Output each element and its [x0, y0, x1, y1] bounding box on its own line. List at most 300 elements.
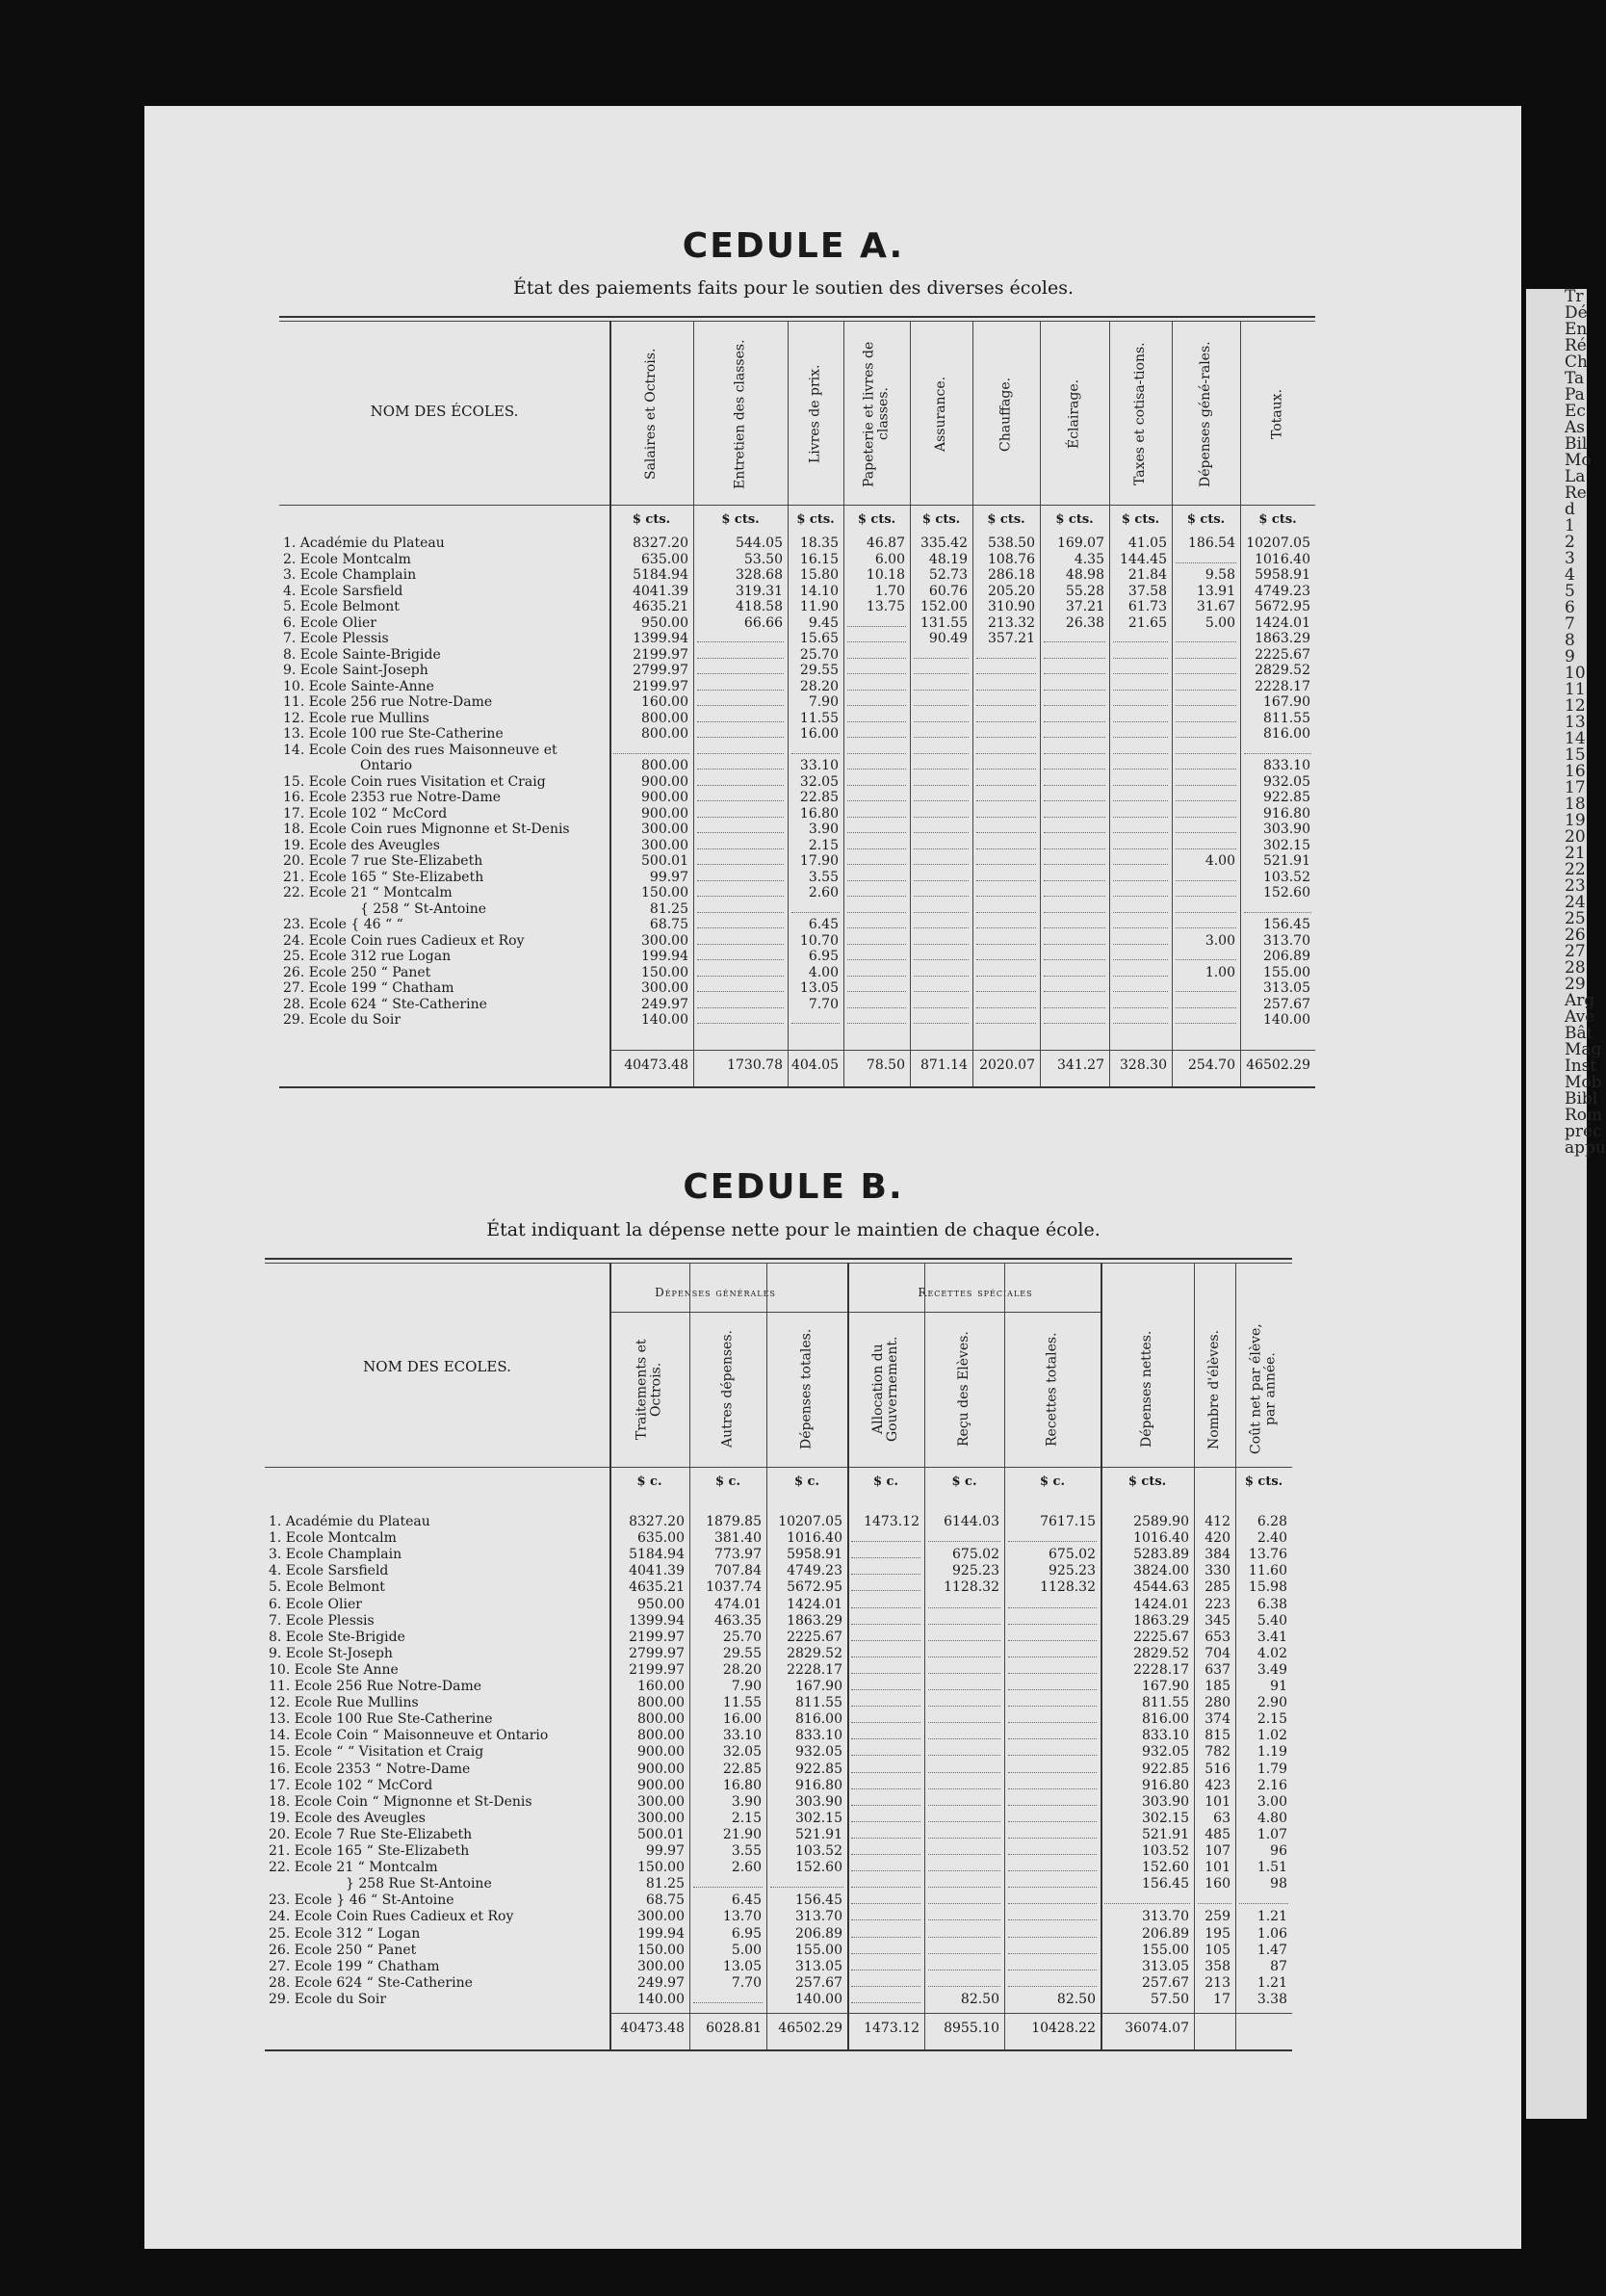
dotted-leader — [976, 917, 1036, 928]
edge-text: Arg — [1565, 991, 1595, 1010]
value-cell: 1424.01 — [1133, 1596, 1189, 1612]
value-cell: 33.10 — [799, 758, 839, 773]
school-name: 17. Ecole 102 “ McCord — [269, 1777, 433, 1793]
value-cell: 3.41 — [1256, 1629, 1287, 1645]
value-cell: 3.55 — [808, 869, 839, 885]
dotted-leader — [1008, 1943, 1097, 1954]
table-row — [0, 679, 1587, 694]
total-rule — [609, 1050, 1315, 1051]
dotted-leader — [1113, 885, 1168, 897]
dotted-leader — [1113, 790, 1168, 801]
dotted-leader — [791, 901, 840, 913]
dotted-leader — [914, 933, 969, 945]
value-cell: 1037.74 — [706, 1579, 762, 1596]
value-cell: 1424.01 — [787, 1596, 842, 1612]
dotted-leader — [1176, 663, 1236, 674]
value-cell: 101 — [1204, 1793, 1230, 1810]
dotted-leader — [791, 743, 840, 754]
value-cell: 18.35 — [799, 535, 839, 551]
value-cell: 29.55 — [722, 1645, 762, 1661]
dotted-leader — [1008, 1530, 1097, 1542]
edge-text: Ec — [1565, 402, 1586, 421]
table-row — [0, 1744, 1587, 1760]
unit-label: $ c. — [714, 1474, 740, 1489]
value-cell: 25.70 — [722, 1629, 762, 1645]
edge-text: Bil — [1565, 434, 1588, 454]
value-cell: 13.70 — [722, 1909, 762, 1925]
value-cell: 675.02 — [952, 1547, 999, 1563]
value-cell: 25.70 — [799, 646, 839, 663]
value-cell: 280 — [1204, 1695, 1230, 1711]
value-cell: 140.00 — [637, 1991, 685, 2007]
value-cell: 10.18 — [866, 567, 905, 583]
value-cell: 68.75 — [645, 1892, 685, 1909]
value-cell: 474.01 — [714, 1596, 762, 1612]
dotted-leader — [1176, 838, 1236, 849]
value-cell: 21.90 — [722, 1826, 762, 1842]
dotted-leader — [1113, 949, 1168, 960]
school-name: 2. Ecole Montcalm — [283, 551, 411, 567]
edge-text: Mo — [1565, 451, 1592, 470]
dotted-leader — [914, 853, 969, 865]
table-top-rule — [279, 316, 1315, 318]
value-cell: 1879.85 — [706, 1514, 762, 1529]
table-top-rule — [265, 1258, 1292, 1260]
dotted-leader — [697, 980, 784, 992]
value-cell: 63 — [1213, 1810, 1230, 1826]
school-name: 25. Ecole 312 rue Logan — [283, 949, 452, 964]
edge-text: 25 — [1565, 909, 1586, 928]
dotted-leader — [928, 1728, 1000, 1739]
value-cell: 32.05 — [722, 1744, 762, 1761]
dotted-leader — [847, 758, 906, 770]
column-header: Traitements et Octrois. — [634, 1339, 664, 1440]
dotted-leader — [976, 758, 1036, 770]
cedule-a-subtitle: État des paiements faits pour le soutien des diverses écoles. — [513, 277, 1074, 299]
dotted-leader — [851, 1926, 920, 1938]
dotted-leader — [851, 1597, 920, 1608]
school-name: 1. Académie du Plateau — [269, 1514, 430, 1529]
value-cell: 916.80 — [1142, 1777, 1189, 1793]
table-row — [0, 980, 1587, 996]
dotted-leader — [1113, 822, 1168, 833]
value-cell: 922.85 — [1142, 1761, 1189, 1777]
dotted-leader — [851, 1662, 920, 1674]
value-cell: 521.91 — [1263, 853, 1310, 869]
dotted-leader — [851, 1794, 920, 1806]
value-cell: 925.23 — [952, 1563, 999, 1579]
dotted-leader — [847, 997, 906, 1008]
school-name: 23. Ecole } 46 “ St-Antoine — [269, 1892, 454, 1909]
value-cell: 800.00 — [637, 1695, 685, 1711]
table-row — [0, 1876, 1587, 1892]
value-cell: 420 — [1204, 1530, 1230, 1547]
dotted-leader — [1044, 933, 1105, 945]
value-cell: 811.55 — [795, 1695, 842, 1711]
dotted-leader — [914, 790, 969, 801]
dotted-leader — [791, 1012, 840, 1024]
dotted-leader — [697, 901, 784, 913]
school-name: 6. Ecole Olier — [283, 614, 376, 631]
unit-label: $ cts. — [721, 512, 760, 527]
dotted-leader — [928, 1909, 1000, 1920]
dotted-leader — [928, 1744, 1000, 1756]
edge-text: 26 — [1565, 926, 1586, 945]
value-cell: 2228.17 — [1255, 678, 1310, 694]
dotted-leader — [1008, 1827, 1097, 1839]
value-cell: 186.54 — [1188, 535, 1235, 551]
value-cell: 17 — [1213, 1991, 1230, 2007]
value-cell: 358 — [1204, 1958, 1230, 1974]
value-cell: 932.05 — [1263, 773, 1310, 790]
unit-label: $ cts. — [1244, 1474, 1283, 1489]
value-cell: 7617.15 — [1040, 1514, 1096, 1529]
dotted-leader — [976, 1012, 1036, 1024]
edge-text: 7 — [1565, 614, 1575, 634]
value-cell: 249.97 — [641, 996, 688, 1012]
value-cell: 5184.94 — [633, 567, 688, 583]
table-row — [0, 614, 1587, 634]
table-row — [0, 743, 1587, 758]
school-name: 15. Ecole “ “ Visitation et Craig — [269, 1744, 484, 1761]
edge-text: 13 — [1565, 713, 1586, 732]
value-cell: 313.70 — [1263, 932, 1310, 949]
column-header: Reçu des Elèves. — [956, 1331, 971, 1448]
value-cell: 313.70 — [1142, 1909, 1189, 1925]
dotted-leader — [1044, 774, 1105, 786]
value-cell: 303.90 — [795, 1793, 842, 1810]
school-name: 22. Ecole 21 “ Montcalm — [283, 885, 453, 900]
value-cell: 11.90 — [799, 599, 839, 614]
dotted-leader — [1176, 806, 1236, 818]
value-cell: 3824.00 — [1133, 1563, 1189, 1579]
value-cell: 816.00 — [1263, 726, 1310, 742]
value-cell: 156.45 — [1263, 917, 1310, 932]
dotted-leader — [697, 806, 784, 818]
table-row — [0, 1909, 1587, 1924]
value-cell: 932.05 — [1142, 1744, 1189, 1761]
total-cell: 46502.29 — [1246, 1057, 1310, 1073]
value-cell: 653 — [1204, 1629, 1230, 1645]
edge-text: Inst — [1565, 1057, 1597, 1076]
value-cell: 4.80 — [1256, 1810, 1287, 1826]
value-cell: 17.90 — [799, 853, 839, 869]
dotted-leader — [1044, 838, 1105, 849]
value-cell: 10.70 — [799, 932, 839, 949]
value-cell: 150.00 — [637, 1860, 685, 1876]
value-cell: 22.85 — [722, 1761, 762, 1777]
dotted-leader — [1113, 631, 1168, 642]
dotted-leader — [851, 1579, 920, 1591]
edge-text: 11 — [1565, 680, 1586, 699]
edge-text: Dé — [1565, 303, 1588, 323]
value-cell: 5.00 — [731, 1942, 762, 1958]
value-cell: 169.07 — [1057, 535, 1104, 551]
value-cell: 4749.23 — [1255, 583, 1310, 599]
dotted-leader — [1008, 1959, 1097, 1970]
value-cell: 103.52 — [795, 1843, 842, 1859]
value-cell: 1.07 — [1256, 1826, 1287, 1842]
table-row — [0, 885, 1587, 900]
dotted-leader — [976, 822, 1036, 833]
table-row — [0, 1563, 1587, 1578]
dotted-leader — [851, 1711, 920, 1723]
value-cell: 330 — [1204, 1563, 1230, 1579]
dotted-leader — [928, 1794, 1000, 1806]
dotted-leader — [1044, 870, 1105, 881]
edge-text: 6 — [1565, 598, 1575, 617]
value-cell: 6.00 — [874, 551, 905, 567]
value-cell: 1.21 — [1256, 1909, 1287, 1925]
value-cell: 37.58 — [1127, 583, 1167, 599]
total-cell: 404.05 — [791, 1057, 839, 1073]
table-row — [0, 1012, 1587, 1028]
value-cell: 2.15 — [731, 1810, 762, 1826]
dotted-leader — [976, 997, 1036, 1008]
table-row — [0, 1843, 1587, 1859]
school-name: 9. Ecole St-Joseph — [269, 1645, 393, 1661]
dotted-leader — [697, 726, 784, 738]
dotted-leader — [976, 663, 1036, 674]
school-name: 1. Ecole Montcalm — [269, 1530, 397, 1547]
value-cell: 41.05 — [1127, 535, 1167, 551]
edge-text: 18 — [1565, 795, 1586, 814]
value-cell: 1128.32 — [1040, 1579, 1096, 1596]
dotted-leader — [851, 1630, 920, 1641]
value-cell: 2225.67 — [787, 1629, 842, 1645]
edge-text: Bibl — [1565, 1089, 1598, 1109]
dotted-leader — [847, 822, 906, 833]
dotted-leader — [928, 1876, 1000, 1888]
dotted-leader — [1244, 743, 1311, 754]
column-header: Nombre d'élèves. — [1206, 1329, 1222, 1449]
edge-text: La — [1565, 467, 1586, 486]
total-cell: 2020.07 — [979, 1057, 1035, 1073]
value-cell: 21.65 — [1127, 614, 1167, 631]
dotted-leader — [1113, 679, 1168, 691]
value-cell: 15.80 — [799, 567, 839, 583]
value-cell: 521.91 — [795, 1826, 842, 1842]
dotted-leader — [928, 1613, 1000, 1625]
value-cell: 1863.29 — [1133, 1612, 1189, 1629]
edge-text: 29 — [1565, 975, 1586, 994]
dotted-leader — [1176, 552, 1236, 563]
dotted-leader — [914, 838, 969, 849]
table-row — [0, 917, 1587, 932]
dotted-leader — [847, 949, 906, 960]
value-cell: 249.97 — [637, 1974, 685, 1991]
dotted-leader — [928, 1695, 1000, 1707]
dotted-leader — [851, 1613, 920, 1625]
value-cell: 811.55 — [1263, 710, 1310, 726]
dotted-leader — [976, 726, 1036, 738]
dotted-leader — [1176, 726, 1236, 738]
edge-text: Re — [1565, 483, 1587, 503]
value-cell: 3.49 — [1256, 1661, 1287, 1678]
dotted-leader — [851, 1679, 920, 1690]
value-cell: 2.90 — [1256, 1695, 1287, 1711]
value-cell: 1.70 — [874, 583, 905, 599]
school-name: 21. Ecole 165 “ Ste-Elizabeth — [269, 1843, 470, 1859]
column-header: Papeterie et livres de classes. — [861, 341, 892, 487]
value-cell: 2199.97 — [633, 678, 688, 694]
value-cell: 1.79 — [1256, 1761, 1287, 1777]
value-cell: 140.00 — [795, 1991, 842, 2007]
value-cell: 916.80 — [795, 1777, 842, 1793]
edge-text: 3 — [1565, 549, 1575, 568]
value-cell: 15.98 — [1248, 1579, 1287, 1596]
value-cell: 185 — [1204, 1679, 1230, 1694]
dotted-leader — [697, 711, 784, 722]
value-cell: 310.90 — [988, 599, 1035, 614]
unit-label: $ cts. — [987, 512, 1025, 527]
value-cell: 1016.40 — [787, 1530, 842, 1547]
table-row — [0, 758, 1587, 773]
value-cell: 2.15 — [1256, 1711, 1287, 1728]
header-bottom-rule — [265, 1467, 1292, 1468]
dotted-leader — [1176, 822, 1236, 833]
dotted-leader — [928, 1926, 1000, 1938]
dotted-leader — [1044, 901, 1105, 913]
dotted-leader — [1044, 806, 1105, 818]
unit-label: $ cts. — [921, 512, 961, 527]
school-name: 10. Ecole Sainte-Anne — [283, 678, 434, 694]
header-bottom-rule — [279, 505, 1315, 506]
value-cell: 7.90 — [731, 1679, 762, 1694]
dotted-leader — [1044, 743, 1105, 754]
value-cell: 61.73 — [1127, 599, 1167, 614]
dotted-leader — [851, 1943, 920, 1954]
edge-text: Ré — [1565, 336, 1587, 355]
value-cell: 2199.97 — [629, 1661, 685, 1678]
edge-text: Mob — [1565, 1073, 1602, 1092]
dotted-leader — [928, 1811, 1000, 1822]
value-cell: 4041.39 — [633, 583, 688, 599]
school-name: 29. Ecole du Soir — [283, 1012, 402, 1028]
value-cell: 167.90 — [1142, 1679, 1189, 1694]
total-rule — [609, 2013, 1292, 2014]
dotted-leader — [1176, 980, 1236, 992]
dotted-leader — [914, 694, 969, 706]
table-bottom-rule — [279, 1086, 1315, 1088]
dotted-leader — [1176, 917, 1236, 928]
dotted-leader — [851, 1892, 920, 1904]
unit-label: $ c. — [872, 1474, 898, 1489]
dotted-leader — [851, 1959, 920, 1970]
edge-text: 23 — [1565, 876, 1586, 896]
dotted-leader — [914, 647, 969, 659]
value-cell: 144.45 — [1120, 551, 1167, 567]
dotted-leader — [1113, 743, 1168, 754]
dotted-leader — [1008, 1613, 1097, 1625]
dotted-leader — [1008, 1630, 1097, 1641]
dotted-leader — [697, 774, 784, 786]
value-cell: 10207.05 — [1246, 535, 1310, 551]
value-cell: 900.00 — [637, 1761, 685, 1777]
value-cell: 108.76 — [988, 551, 1035, 567]
total-cell: 871.14 — [920, 1057, 968, 1073]
dotted-leader — [851, 1728, 920, 1739]
value-cell: 16.15 — [799, 551, 839, 567]
value-cell: 4749.23 — [787, 1563, 842, 1579]
dotted-leader — [1239, 1892, 1288, 1904]
dotted-leader — [1113, 758, 1168, 770]
value-cell: 160.00 — [637, 1679, 685, 1694]
dotted-leader — [914, 711, 969, 722]
value-cell: 32.05 — [799, 773, 839, 790]
dotted-leader — [847, 838, 906, 849]
unit-label: $ c. — [636, 1474, 662, 1489]
value-cell: 16.80 — [722, 1777, 762, 1793]
dotted-leader — [976, 790, 1036, 801]
dotted-leader — [928, 1975, 1000, 1987]
value-cell: 259 — [1204, 1909, 1230, 1925]
value-cell: 833.10 — [1263, 758, 1310, 773]
value-cell: 1.06 — [1256, 1925, 1287, 1942]
dotted-leader — [697, 822, 784, 833]
edge-text: Pa — [1565, 385, 1585, 404]
dotted-leader — [1008, 1662, 1097, 1674]
dotted-leader — [1044, 965, 1105, 977]
dotted-leader — [851, 1530, 920, 1542]
dotted-leader — [1113, 901, 1168, 913]
school-name: 12. Ecole Rue Mullins — [269, 1695, 419, 1711]
table-row — [0, 646, 1587, 666]
dotted-leader — [1008, 1711, 1097, 1723]
dotted-leader — [928, 1892, 1000, 1904]
value-cell: 800.00 — [641, 710, 688, 726]
value-cell: 13.05 — [799, 980, 839, 996]
dotted-leader — [1044, 679, 1105, 691]
value-cell: 500.01 — [641, 853, 688, 869]
dotted-leader — [1113, 694, 1168, 706]
table-row — [0, 584, 1587, 599]
value-cell: 816.00 — [1142, 1711, 1189, 1728]
table-row — [0, 838, 1587, 853]
dotted-leader — [693, 1876, 763, 1888]
school-name: 11. Ecole 256 Rue Notre-Dame — [269, 1679, 482, 1694]
dotted-leader — [1176, 694, 1236, 706]
dotted-leader — [928, 1630, 1000, 1641]
table-row — [0, 726, 1587, 742]
edge-text: 21 — [1565, 844, 1586, 863]
dotted-leader — [1008, 1876, 1097, 1888]
edge-text: d — [1565, 500, 1575, 519]
column-header: Allocation du Gouvernement. — [870, 1336, 900, 1443]
value-cell: 463.35 — [714, 1612, 762, 1629]
dotted-leader — [693, 1992, 763, 2003]
column-header: Coût net par élève, par année. — [1248, 1323, 1279, 1455]
table-row — [0, 1679, 1587, 1694]
dotted-leader — [1176, 679, 1236, 691]
edge-text: préc — [1565, 1122, 1602, 1141]
unit-label: $ c. — [951, 1474, 977, 1489]
value-cell: 302.15 — [795, 1810, 842, 1826]
dotted-leader — [1113, 997, 1168, 1008]
value-cell: 150.00 — [641, 964, 688, 980]
unit-label: $ cts. — [1186, 512, 1226, 527]
value-cell: 167.90 — [1263, 694, 1310, 710]
edge-text: Ave — [1565, 1007, 1595, 1027]
value-cell: 152.00 — [920, 599, 968, 614]
value-cell: 1863.29 — [787, 1612, 842, 1629]
unit-label: $ cts. — [632, 512, 671, 527]
table-row — [0, 694, 1587, 710]
edge-text: 15 — [1565, 745, 1586, 765]
value-cell: 107 — [1204, 1843, 1230, 1859]
total-cell: 10428.22 — [1031, 2021, 1096, 2036]
value-cell: 357.21 — [988, 631, 1035, 646]
